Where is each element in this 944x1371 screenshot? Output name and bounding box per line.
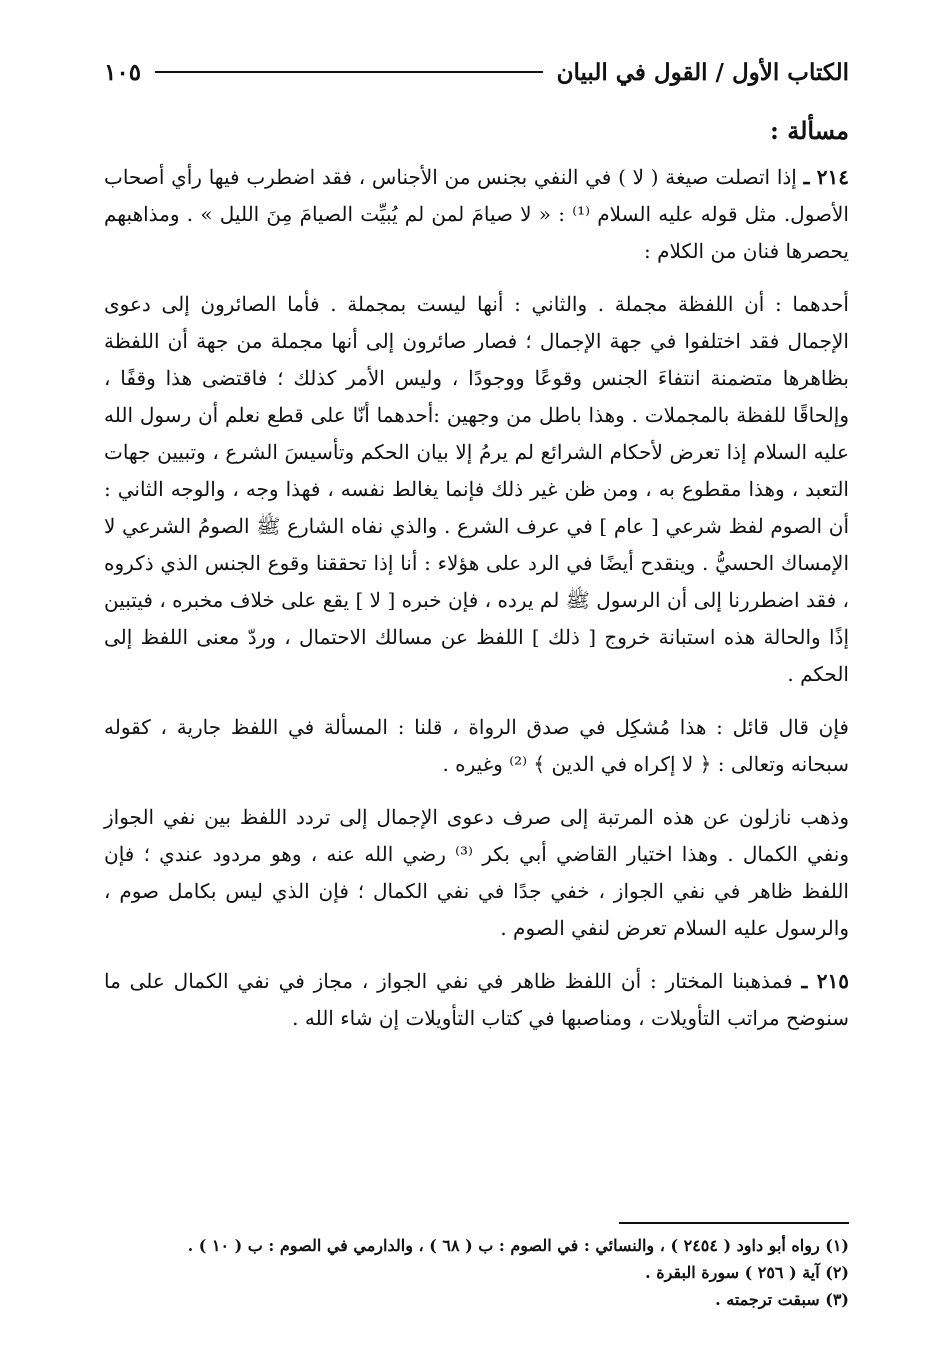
running-header: [104, 50, 849, 94]
paragraph-214: [104, 159, 849, 270]
footnote-2: (٢) آية ( ٢٥٦ ) سورة البقرة .: [645, 1263, 849, 1282]
paragraph-text: وذهب نازلون عن هذه المرتبة إلى صرف دعوى الإجمال إلى تردد اللفظ بين نفي الجواز ونفي الكمال . وهذا اختيار القاضي أبي بكر ⁽³⁾ رضي الله عنه ، وهو مردود عندي ؛ فإن اللفظ ظاهر في نفي الجواز ، خفي جدًا في نفي الكمال ؛ فإن الذي ليس بكامل صوم ، والرسول عليه السلام تعرض لنفي الصوم .: [104, 805, 850, 940]
footnote-rule: [619, 1222, 849, 1224]
section-heading: مسألة :: [770, 116, 849, 145]
paragraph-text: أحدهما : أن اللفظة مجملة . والثاني : أنها ليست بمجملة . فأما الصائرون إلى دعوى الإجمال فقد اختلفوا في جهة الإجمال ؛ فصار صائرون إلى أنها مجملة من جهة أن اللفظة بظاهرها متضمنة انتفاءَ الجنس وقوعًا ووجودًا ، وليس الأمر كذلك ؛ فاقتضى هذا وقفًا ، وإلحاقًا للفظة بالمجملات . وهذا باطل من وجهين :أحدهما أنّا على قطع نعلم أن رسول الله عليه السلام إذا تعرض لأحكام الشرائع لم يرمُ إلا بيان الحكم وتأسيسَ الشرع ، وتبيين جهات التعبد ، وهذا مقطوع به ، ومن ظن غير ذلك فإنما يغالط نفسه ، فهذا وجه ، والوجه الثاني : أن الصوم لفظ شرعي [ عام ] في عرف الشرع . والذي نفاه الشارع ﷺ الصومُ الشرعي لا الإمساك الحسيُّ . وينقدح أيضًا في الرد على هؤلاء : أنا إذا تحققنا وقوع الجنس الذي ذكروه ، فقد اضطررنا إلى أن الرسول ﷺ لم يرده ، فإن خبره [ لا ] يقع على خلاف مخبره ، فيتبين إذًا والحالة هذه استبانة خروج [ ذلك ] اللفظ عن مسالك الاحتمال ، وردّ معنى اللفظ إلى الحكم .: [104, 292, 849, 686]
footnote-1: (١) رواه أبو داود ( ٢٤٥٤ ) ، والنسائي : في الصوم : ب ( ٦٨ ) ، والدارمي في الصوم : ب ( ١٠ ) .: [187, 1236, 849, 1255]
paragraph-number: ٢١٤ ـ: [803, 165, 850, 189]
paragraph-text: فإن قال قائل : هذا مُشكِل في صدق الرواة ، قلنا : المسألة في اللفظ جارية ، كقوله سبحانه وتعالى : ﴿ لا إكراه في الدين ﴾ ⁽²⁾ وغيره .: [104, 715, 849, 776]
paragraph-text: إذا اتصلت صيغة ( لا ) في النفي بجنس من الأجناس ، فقد اضطرب فيها رأي أصحاب الأصول. مثل قوله عليه السلام ⁽¹⁾ : « لا صيامَ لمن لم يُبيِّت الصيامَ مِنَ الليل » . ومذاهبهم يحصرها فنان من الكلام :: [104, 165, 849, 263]
header-rule: [155, 71, 543, 73]
footnote-3: (٣) سبقت ترجمته .: [715, 1290, 849, 1309]
paragraph-text: فمذهبنا المختار : أن اللفظ ظاهر في نفي الجواز ، مجاز في نفي الكمال على ما سنوضح مراتب التأويلات ، ومناصبها في كتاب التأويلات إن شاء الله .: [104, 969, 849, 1030]
paragraph-215: [104, 963, 849, 1037]
paragraph: [104, 709, 849, 783]
footnotes: [104, 1222, 849, 1313]
running-title: الكتاب الأول / القول في البيان: [556, 58, 849, 86]
paragraph-number: ٢١٥ ـ: [801, 969, 849, 993]
page-number: ١٠٥: [104, 58, 142, 86]
paragraph: [104, 799, 849, 947]
paragraph: [104, 286, 849, 693]
